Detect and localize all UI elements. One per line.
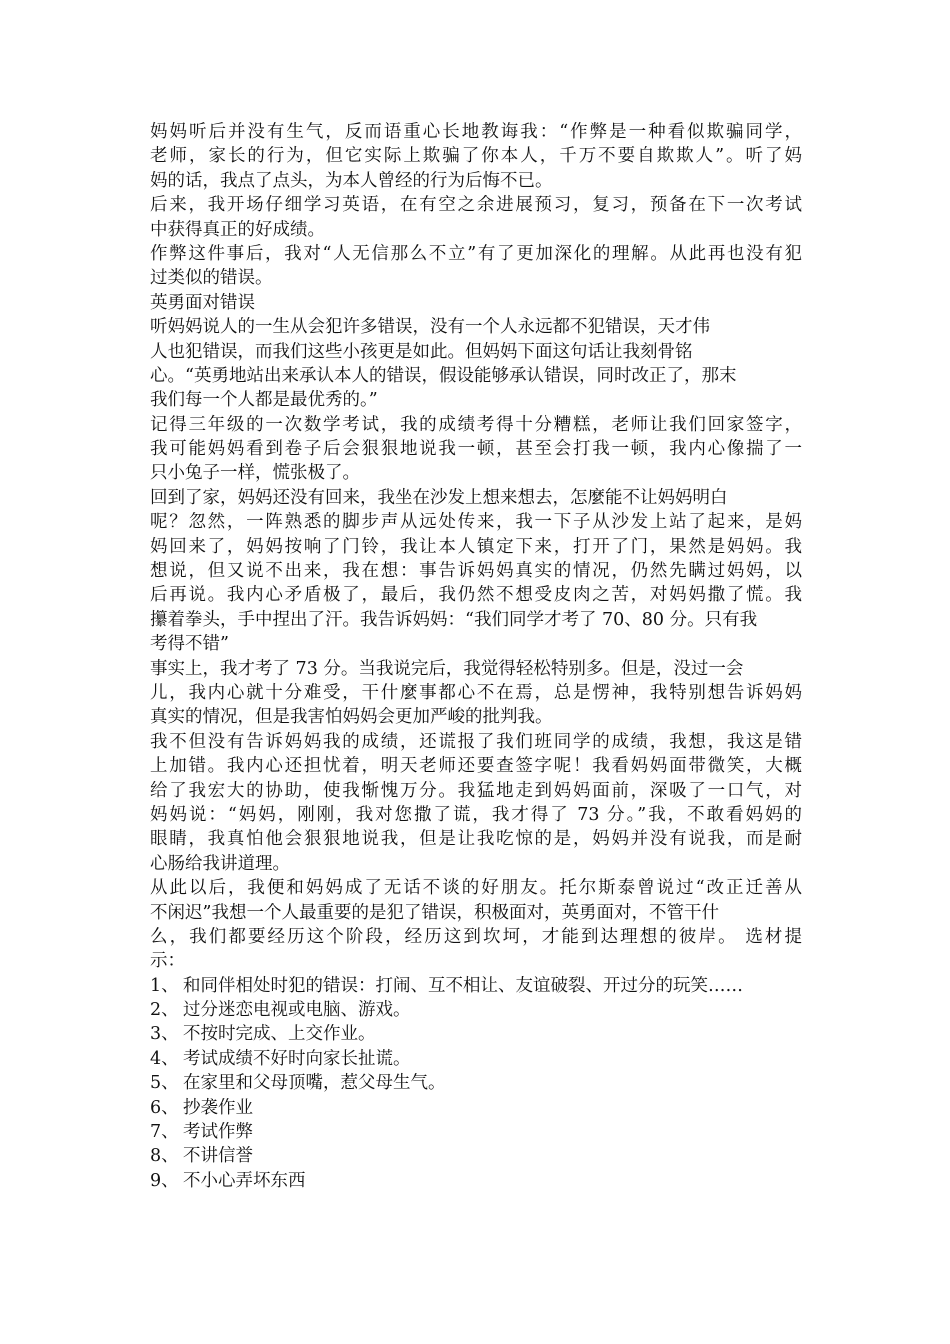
text-line: 妈的话，我点了点头，为本人曾经的行为后悔不已。 <box>150 170 553 191</box>
text-line: 中获得真正的好成绩。 <box>150 219 325 240</box>
text-line: 攥着拳头，手中捏出了汗。我告诉妈妈：“我们同学才考了 70、80 分。只有我 <box>150 609 758 630</box>
list-item <box>150 974 802 998</box>
list-item <box>150 1022 802 1046</box>
list-number: 1、 <box>150 975 179 996</box>
text-line: 从此以后，我便和妈妈成了无话不谈的好朋友。托尔斯泰曾说过“改正迁善从 <box>150 878 802 899</box>
text-line: 给了我宏大的协助，使我惭愧万分。我猛地走到妈妈面前，深吸了一口气，对 <box>150 780 802 801</box>
list-text: 过分迷恋电视或电脑、游戏。 <box>183 1000 411 1021</box>
tips-list <box>150 974 802 1194</box>
list-item <box>150 1096 802 1120</box>
text-line: 作弊这件事后，我对“人无信那么不立”有了更加深化的理解。从此再也没有犯 <box>150 243 802 264</box>
list-text: 不小心弄坏东西 <box>183 1170 306 1191</box>
text-line: 人也犯错误，而我们这些小孩更是如此。但妈妈下面这句话让我刻骨铭 <box>150 341 693 362</box>
list-text: 不按时完成、上交作业。 <box>183 1024 376 1045</box>
document-body <box>150 120 802 974</box>
list-item <box>150 1071 802 1095</box>
text-line: 只小兔子一样，慌张极了。 <box>150 463 360 484</box>
text-line: 记得三年级的一次数学考试，我的成绩考得十分糟糕，老师让我们回家签字， <box>150 414 802 435</box>
text-line: 呢？忽然，一阵熟悉的脚步声从远处传来，我一下子从沙发上站了起来，是妈 <box>150 512 802 533</box>
text-line: 我可能妈妈看到卷子后会狠狠地说我一顿，甚至会打我一顿，我内心像揣了一 <box>150 439 802 460</box>
text-line: 听妈妈说人的一生从会犯许多错误，没有一个人永远都不犯错误，天才伟 <box>150 317 710 338</box>
text-line: 示： <box>150 951 185 972</box>
list-number: 5、 <box>150 1073 179 1094</box>
text-line: 老师，家长的行为，但它实际上欺骗了你本人，千万不要自欺欺人”。听了妈 <box>150 146 802 167</box>
list-text: 在家里和父母顶嘴，惹父母生气。 <box>183 1073 446 1094</box>
text-line: 考得不错” <box>150 634 229 655</box>
list-number: 9、 <box>150 1170 179 1191</box>
text-line: 过类似的错误。 <box>150 268 273 289</box>
list-item <box>150 1120 802 1144</box>
list-number: 7、 <box>150 1122 179 1143</box>
text-line: 上加错。我内心还担忧着，明天老师还要查签字呢！我看妈妈面带微笑，大概 <box>150 756 802 777</box>
text-line: 儿，我内心就十分难受，干什麼事都心不在焉，总是愣神，我特别想告诉妈妈 <box>150 682 802 703</box>
text-line: 我不但没有告诉妈妈我的成绩，还谎报了我们班同学的成绩，我想，我这是错 <box>150 731 802 752</box>
text-line: 后再说。我内心矛盾极了，最后，我仍然不想受皮肉之苦，对妈妈撒了慌。我 <box>150 585 802 606</box>
list-text: 抄袭作业 <box>183 1097 253 1118</box>
list-text: 不讲信誉 <box>183 1146 253 1167</box>
text-line: 妈妈说：“妈妈，刚刚，我对您撒了谎，我才得了 73 分。”我，不敢看妈妈的 <box>150 804 802 825</box>
text-line: 后来，我开场仔细学习英语，在有空之余进展预习，复习，预备在下一次考试 <box>150 195 802 216</box>
list-number: 2、 <box>150 1000 179 1021</box>
list-number: 6、 <box>150 1097 179 1118</box>
text-line: 心。“英勇地站出来承认本人的错误，假设能够承认错误，同时改正了，那末 <box>150 365 737 386</box>
text-line: 事实上，我才考了 73 分。当我说完后，我觉得轻松特别多。但是，没过一会 <box>150 658 744 679</box>
text-line: 回到了家，妈妈还没有回来，我坐在沙发上想来想去，怎麼能不让妈妈明白 <box>150 487 728 508</box>
text-line: 我们每一个人都是最优秀的。” <box>150 390 378 411</box>
list-item <box>150 1144 802 1168</box>
text-line: 妈妈听后并没有生气，反而语重心长地教诲我：“作弊是一种看似欺骗同学， <box>150 122 802 142</box>
text-line: 真实的情况，但是我害怕妈妈会更加严峻的批判我。 <box>150 707 553 728</box>
document-page <box>150 120 802 1193</box>
text-line: 眼睛，我真怕他会狠狠地说我，但是让我吃惊的是，妈妈并没有说我，而是耐 <box>150 829 802 850</box>
list-number: 3、 <box>150 1024 179 1045</box>
list-item <box>150 1169 802 1193</box>
list-number: 8、 <box>150 1146 179 1167</box>
list-item <box>150 998 802 1022</box>
text-line: 心肠给我讲道理。 <box>150 853 290 874</box>
list-number: 4、 <box>150 1048 179 1069</box>
list-item <box>150 1047 802 1071</box>
text-line: 不闲迟”我想一个人最重要的是犯了错误，积极面对，英勇面对，不管干什 <box>150 902 719 923</box>
list-text: 和同伴相处时犯的错误：打闹、互不相让、友谊破裂、开过分的玩笑…… <box>183 975 743 996</box>
list-text: 考试成绩不好时向家长扯谎。 <box>183 1048 411 1069</box>
text-line: 妈回来了，妈妈按响了门铃，我让本人镇定下来，打开了门，果然是妈妈。我 <box>150 536 802 557</box>
text-line: 么，我们都要经历这个阶段，经历这到坎坷，才能到达理想的彼岸。 选材提 <box>150 926 802 947</box>
text-line: 想说，但又说不出来，我在想：事告诉妈妈真实的情况，仍然先瞒过妈妈，以 <box>150 561 802 582</box>
list-text: 考试作弊 <box>183 1122 253 1143</box>
section-heading: 英勇面对错误 <box>150 292 255 313</box>
